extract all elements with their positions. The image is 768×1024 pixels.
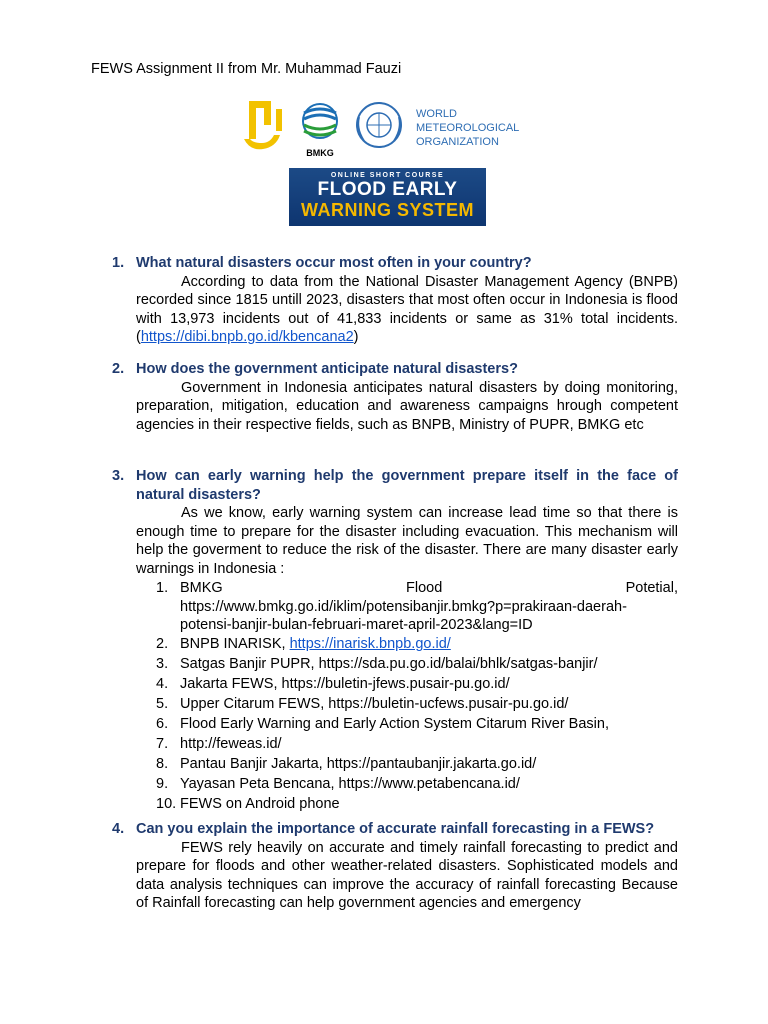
question-heading [112, 254, 678, 273]
answer-body: FEWS rely heavily on accurate and timely rainfall forecasting to predict and prepare for floods and other weather-related disasters. Sophisticated models and data analysis techniques can improve the accuracy of rainfall forecasting Because of Rainfall forecasting can help government agencies and emergency [136, 839, 678, 911]
answer-body: According to data from the National Disaster Management Agency (BNPB) recorded since 1815 untill 2023, disasters that most often occur in Indonesia is flood with 13,973 incidents out of 41,833 incidents or same as 31% total incidents. ( [136, 273, 678, 345]
list-item: 2. BNPB INARISK, https://inarisk.bnpb.go.id/ [156, 636, 451, 652]
list-item: 6. Flood Early Warning and Early Action System Citarum River Basin, [156, 716, 609, 732]
question-heading [112, 360, 678, 379]
bmkg-label: BMKG [306, 148, 334, 158]
question-2 [112, 360, 678, 434]
organization-logos [236, 95, 532, 159]
question-4 [112, 820, 678, 913]
wmo-emblem [357, 103, 401, 147]
inarisk-link[interactable]: https://inarisk.bnpb.go.id/ [289, 636, 451, 652]
wmo-name-line-1: WORLD [416, 108, 457, 120]
list-item: 9. Yayasan Peta Bencana, https://www.petabencana.id/ [156, 776, 520, 792]
question-heading [112, 820, 678, 839]
question-title: How does the government anticipate natural disasters? [136, 361, 518, 377]
list-item: 8. Pantau Banjir Jakarta, https://pantaubanjir.jakarta.go.id/ [156, 756, 537, 772]
wmo-name-line-3: ORGANIZATION [416, 136, 499, 148]
question-number: 1. [112, 255, 125, 271]
document-header: FEWS Assignment II from Mr. Muhammad Fauzi [91, 61, 402, 77]
answer-text [136, 839, 678, 913]
early-warning-list [156, 578, 678, 814]
list-item: 5. Upper Citarum FEWS, https://buletin-ucfews.pusair-pu.go.id/ [156, 696, 569, 712]
list-item: 4. Jakarta FEWS, https://buletin-jfews.pusair-pu.go.id/ [156, 676, 510, 692]
bnpb-dibi-link[interactable]: https://dibi.bnpb.go.id/kbencana2 [140, 329, 354, 345]
answer-text [136, 504, 678, 578]
banner-title-line-1: FLOOD EARLY [317, 179, 458, 200]
answer-body-end: ) [353, 329, 359, 345]
pupr-logo [244, 101, 282, 149]
banner-title-line-2: WARNING SYSTEM [300, 200, 474, 220]
answer-text [136, 273, 678, 347]
answer-text [136, 379, 678, 435]
question-3 [112, 467, 678, 814]
answer-body: Government in Indonesia anticipates natural disasters by doing monitoring, preparation, mitigation, education and awareness campaigns hrough competent agencies in their respective fields, such as BNPB, Ministry of PUPR, BMKG etc [136, 379, 678, 433]
question-1 [112, 254, 678, 347]
question-number: 3. [112, 468, 125, 484]
question-number: 4. [112, 821, 125, 837]
question-heading [112, 467, 678, 504]
list-item: 7. http://feweas.id/ [156, 736, 282, 752]
banner-subtitle: ONLINE SHORT COURSE [330, 172, 445, 179]
bmkg-logo [303, 104, 337, 158]
course-banner [289, 168, 486, 226]
list-item: 10. FEWS on Android phone [156, 796, 340, 812]
bmkg-url: https://www.bmkg.go.id/iklim/potensibanjir.bmkg?p=prakiraan-daerah-potensi-banjir-bulan-februari-maret-april-2023&lang=ID [180, 599, 627, 633]
question-number: 2. [112, 361, 125, 377]
list-item: 3. Satgas Banjir PUPR, https://sda.pu.go.id/balai/bhlk/satgas-banjir/ [156, 656, 598, 672]
question-title: How can early warning help the government prepare itself in the face of natural disasters? [136, 468, 678, 503]
answer-body: As we know, early warning system can increase lead time so that there is enough time to prepare for the disaster including evacuation. This mechanism will help the goverment to reduce the risk of the disaster. There are many disaster early warnings in Indonesia : [136, 505, 678, 577]
wmo-name-line-2: METEOROLOGICAL [416, 122, 520, 134]
list-item: 1. BMKG Flood Potetial, https://www.bmkg.go.id/iklim/potensibanjir.bmkg?p=prakiraan-daerah-potensi-banjir-bulan-februari-maret-april-2023&lang=ID [156, 580, 678, 633]
question-title: Can you explain the importance of accurate rainfall forecasting in a FEWS? [136, 821, 655, 837]
question-title: What natural disasters occur most often in your country? [136, 255, 532, 271]
